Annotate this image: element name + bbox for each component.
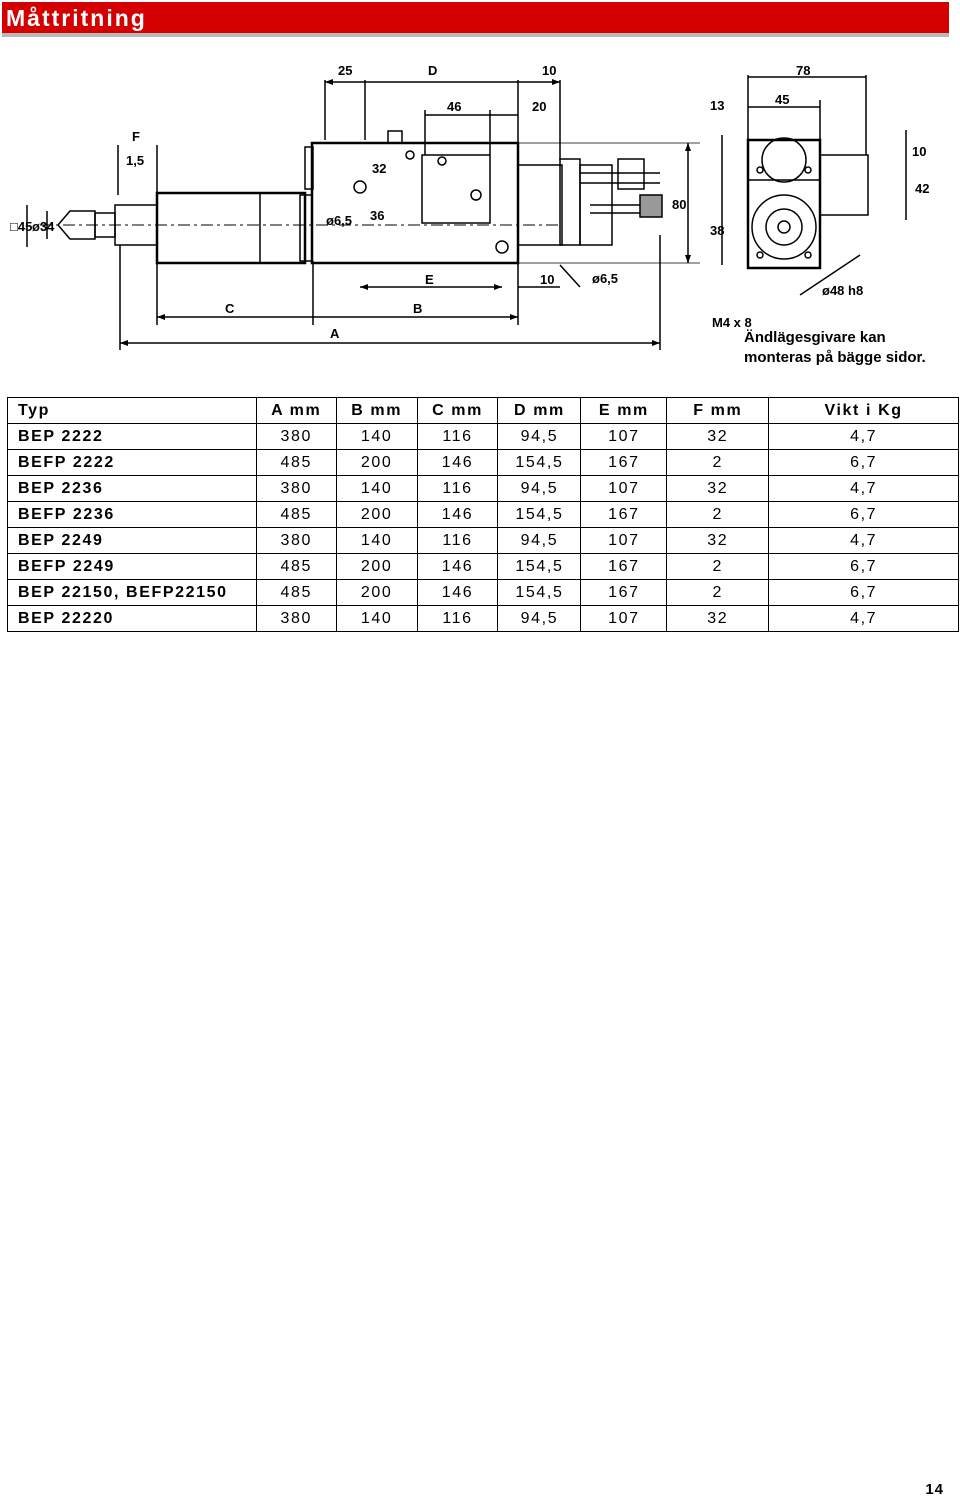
cell-c: 116: [417, 476, 498, 502]
cell-a: 485: [256, 554, 336, 580]
cell-typ: BEFP 2249: [8, 554, 257, 580]
cell-d: 94,5: [498, 476, 581, 502]
cell-f: 2: [667, 580, 769, 606]
table-row: [8, 580, 959, 606]
cell-b: 200: [336, 554, 417, 580]
header-b: B mm: [336, 398, 417, 424]
dim-80: 80: [672, 197, 687, 212]
cell-typ: BEP 2249: [8, 528, 257, 554]
cell-e: 167: [581, 450, 667, 476]
table-row: [8, 450, 959, 476]
cell-e: 107: [581, 424, 667, 450]
housing-window: [422, 155, 490, 223]
cell-a: 380: [256, 424, 336, 450]
dim-78: 78: [796, 63, 811, 78]
cell-vikt: 6,7: [769, 554, 959, 580]
cell-vikt: 4,7: [769, 528, 959, 554]
cell-d: 154,5: [498, 502, 581, 528]
table-row: [8, 528, 959, 554]
cell-b: 140: [336, 424, 417, 450]
dimension-drawing: [0, 55, 960, 375]
dim-13: 13: [710, 98, 725, 113]
cell-typ: BEP 2222: [8, 424, 257, 450]
header-a: A mm: [256, 398, 336, 424]
header-d: D mm: [498, 398, 581, 424]
dim-d: D: [428, 63, 438, 78]
cell-f: 2: [667, 554, 769, 580]
dim-45-right: 45: [775, 92, 790, 107]
cell-a: 380: [256, 528, 336, 554]
cell-vikt: 4,7: [769, 606, 959, 632]
header-vikt: Vikt i Kg: [769, 398, 959, 424]
dim-e: E: [425, 272, 434, 287]
cell-c: 116: [417, 606, 498, 632]
dim-f: F: [132, 129, 140, 144]
cell-c: 146: [417, 580, 498, 606]
dim-25: 25: [338, 63, 353, 78]
header-typ: Typ: [8, 398, 257, 424]
side-view-housing: [748, 140, 820, 268]
cell-typ: BEFP 2222: [8, 450, 257, 476]
technical-drawing-svg: [0, 55, 960, 375]
cell-f: 32: [667, 476, 769, 502]
motor-body: [157, 193, 305, 263]
cell-d: 94,5: [498, 424, 581, 450]
gear-housing: [312, 143, 518, 263]
dim-34: ø34: [32, 219, 55, 234]
cell-f: 32: [667, 424, 769, 450]
cell-c: 146: [417, 450, 498, 476]
cell-vikt: 6,7: [769, 450, 959, 476]
cell-e: 167: [581, 554, 667, 580]
cell-f: 2: [667, 450, 769, 476]
header-e: E mm: [581, 398, 667, 424]
cell-f: 32: [667, 528, 769, 554]
dim-38: 38: [710, 223, 725, 238]
cell-e: 167: [581, 502, 667, 528]
dim-32: 32: [372, 161, 387, 176]
dim-46: 46: [447, 99, 462, 114]
table-row: [8, 476, 959, 502]
cell-c: 146: [417, 554, 498, 580]
dim-b: B: [413, 301, 423, 316]
cell-b: 140: [336, 528, 417, 554]
cell-typ: BEP 22220: [8, 606, 257, 632]
title-bar: [2, 2, 949, 37]
cell-typ: BEFP 2236: [8, 502, 257, 528]
cell-a: 485: [256, 450, 336, 476]
specification-table: [7, 397, 959, 632]
cell-d: 154,5: [498, 580, 581, 606]
cell-b: 200: [336, 580, 417, 606]
dim-m4x8: M4 x 8: [712, 315, 752, 330]
cell-f: 2: [667, 502, 769, 528]
dim-1-5: 1,5: [126, 153, 145, 168]
dim-10-bottom: 10: [540, 272, 555, 287]
cell-a: 380: [256, 476, 336, 502]
dim-45-square: □45: [10, 219, 33, 234]
dim-42: 42: [915, 181, 930, 196]
cell-b: 140: [336, 606, 417, 632]
cell-vikt: 6,7: [769, 580, 959, 606]
cell-b: 140: [336, 476, 417, 502]
cell-vikt: 6,7: [769, 502, 959, 528]
page-number: 14: [925, 1481, 944, 1498]
dim-10-top: 10: [542, 63, 557, 78]
cell-vikt: 4,7: [769, 424, 959, 450]
table-row: [8, 424, 959, 450]
dim-48-h8: ø48 h8: [822, 283, 864, 298]
mounting-note-line2: monteras på bägge sidor.: [744, 349, 926, 366]
cell-d: 94,5: [498, 606, 581, 632]
cell-d: 94,5: [498, 528, 581, 554]
cell-d: 154,5: [498, 450, 581, 476]
page-title: Måttritning: [6, 5, 147, 31]
cell-c: 116: [417, 528, 498, 554]
table-row: [8, 502, 959, 528]
cell-vikt: 4,7: [769, 476, 959, 502]
cell-a: 380: [256, 606, 336, 632]
header-f: F mm: [667, 398, 769, 424]
cell-c: 146: [417, 502, 498, 528]
cell-f: 32: [667, 606, 769, 632]
cell-e: 107: [581, 476, 667, 502]
dim-c: C: [225, 301, 235, 316]
dim-6-5-vertical: ø6,5: [326, 213, 353, 228]
cell-c: 116: [417, 424, 498, 450]
cell-d: 154,5: [498, 554, 581, 580]
hole-circle: [354, 181, 366, 193]
cell-a: 485: [256, 502, 336, 528]
dim-36: 36: [370, 208, 385, 223]
cell-b: 200: [336, 502, 417, 528]
table-row: [8, 554, 959, 580]
header-c: C mm: [417, 398, 498, 424]
dim-6-5: ø6,5: [592, 271, 619, 286]
cell-typ: BEP 2236: [8, 476, 257, 502]
cell-e: 167: [581, 580, 667, 606]
cell-a: 485: [256, 580, 336, 606]
cell-typ: BEP 22150, BEFP22150: [8, 580, 257, 606]
cell-e: 107: [581, 528, 667, 554]
dim-20: 20: [532, 99, 547, 114]
dim-a: A: [330, 326, 340, 341]
cell-b: 200: [336, 450, 417, 476]
cell-e: 107: [581, 606, 667, 632]
table-header-row: [8, 398, 959, 424]
mounting-note-line1: Ändlägesgivare kan: [744, 329, 886, 346]
table-row: [8, 606, 959, 632]
dim-10-right: 10: [912, 144, 927, 159]
